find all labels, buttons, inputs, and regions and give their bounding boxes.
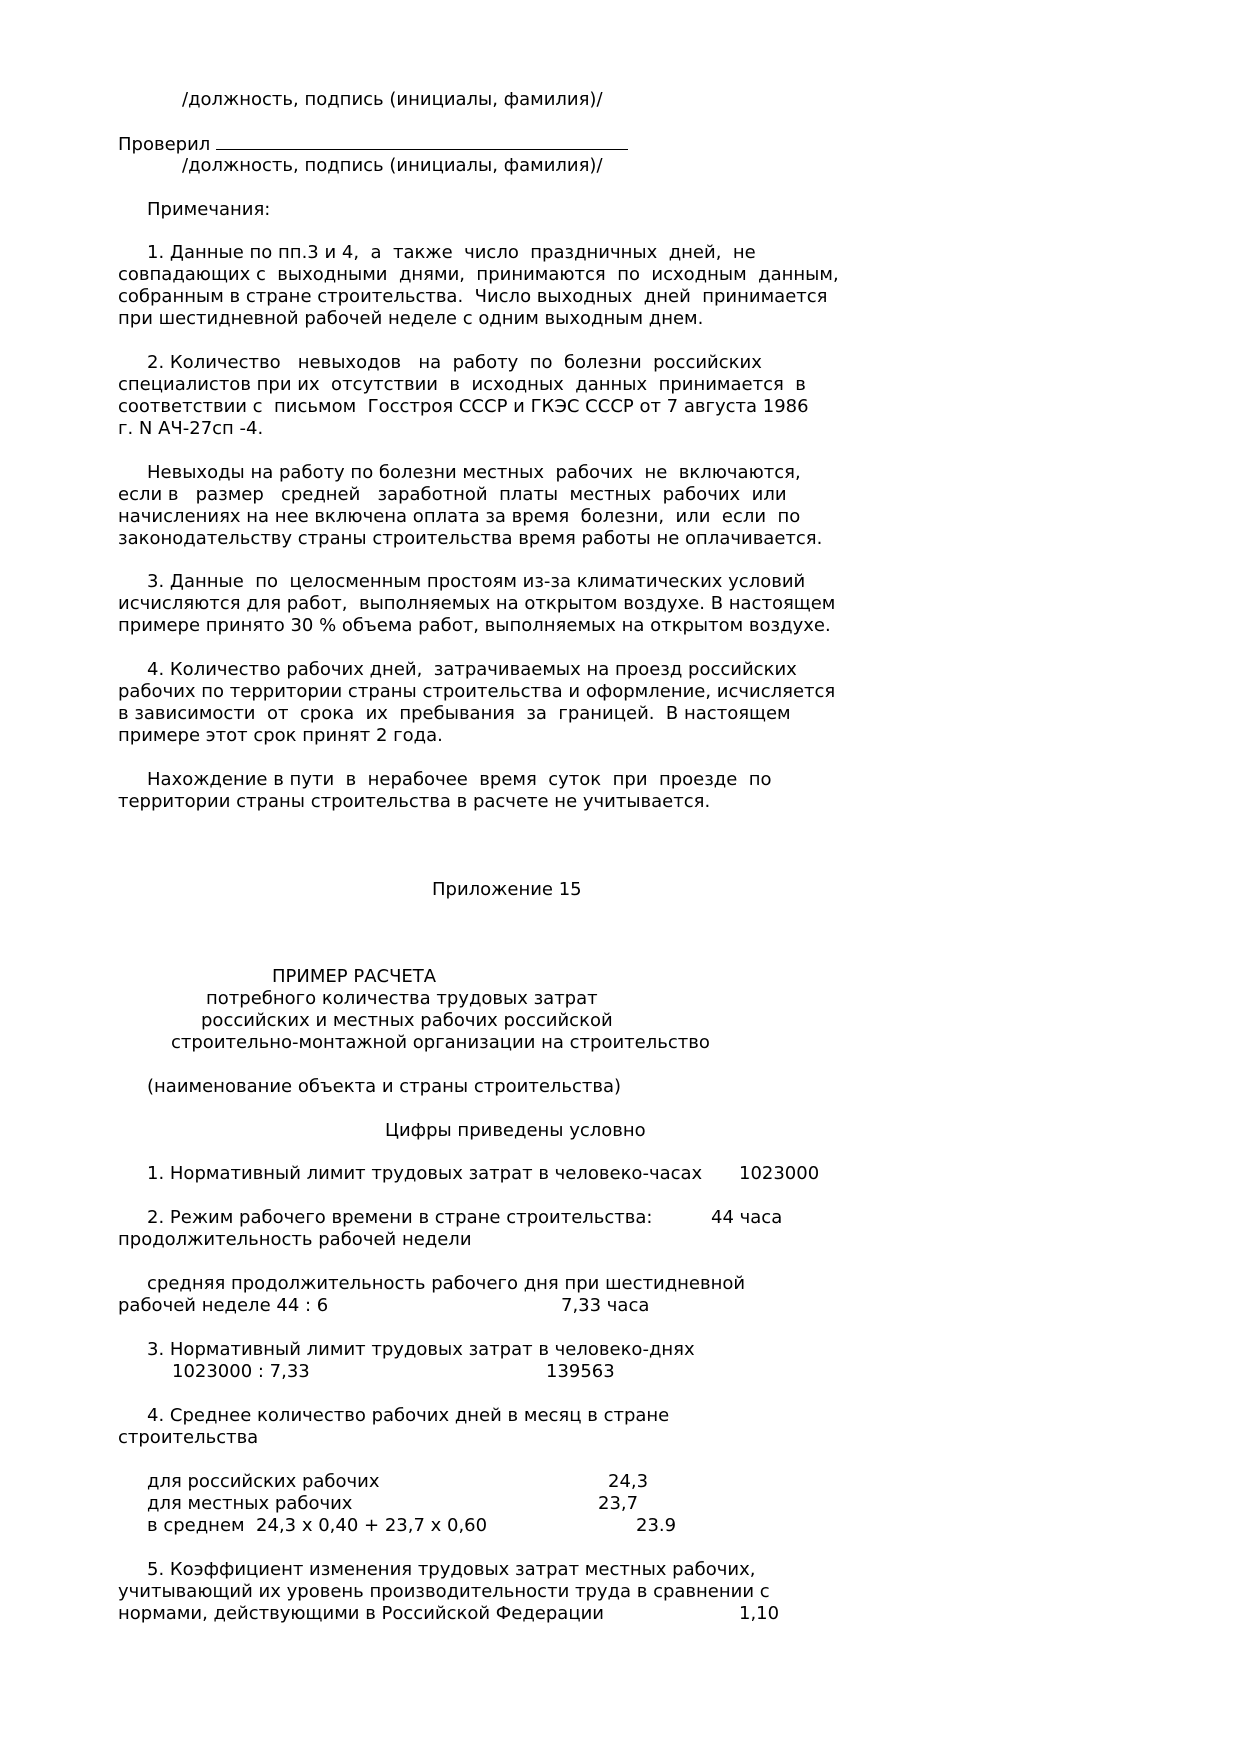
appendix-subtitle-line: строительно-монтажной организации на строительство xyxy=(171,1032,710,1053)
note-line: совпадающих с выходными днями, принимаются по исходным данным, xyxy=(118,264,839,285)
calc-item-3-value: 139563 xyxy=(546,1361,615,1382)
calc-item-5-line: нормами, действующими в Российской Федерации xyxy=(118,1603,604,1624)
appendix-label: Приложение 15 xyxy=(432,879,582,900)
note-line: 4. Количество рабочих дней, затрачиваемых на проезд российских xyxy=(147,659,797,680)
note-line: рабочих по территории страны строительства и оформление, исчисляется xyxy=(118,681,836,702)
note-line: Нахождение в пути в нерабочее время суток при проезде по xyxy=(147,769,772,790)
calc-item-4-row-label: для российских рабочих xyxy=(147,1471,380,1492)
calc-item-4-row-label: для местных рабочих xyxy=(147,1493,353,1514)
calc-item-5-line: 5. Коэффициент изменения трудовых затрат местных рабочих, xyxy=(147,1559,756,1580)
calc-item-2-value: 44 часа xyxy=(711,1207,783,1228)
note-line: собранным в стране строительства. Число выходных дней принимается xyxy=(118,286,828,307)
note-line: законодательству страны строительства время работы не оплачивается. xyxy=(118,528,823,549)
calc-item-5-value: 1,10 xyxy=(739,1603,780,1624)
note-line: примере этот срок принят 2 года. xyxy=(118,725,443,746)
calc-item-3-line1: 3. Нормативный лимит трудовых затрат в человеко-днях xyxy=(147,1339,695,1360)
calc-item-4-row-value: 24,3 xyxy=(608,1471,649,1492)
calc-item-2b-line1: средняя продолжительность рабочего дня при шестидневной xyxy=(147,1273,746,1294)
signature-caption-bottom: /должность, подпись (инициалы, фамилия)/ xyxy=(182,155,603,176)
note-line: исчисляются для работ, выполняемых на открытом воздухе. В настоящем xyxy=(118,593,836,614)
notes-heading: Примечания: xyxy=(147,199,271,220)
note-line: если в размер средней заработной платы местных рабочих или xyxy=(118,484,787,505)
appendix-subtitle-line: российских и местных рабочих российской xyxy=(201,1010,613,1031)
note-line: г. N АЧ-27сп -4. xyxy=(118,418,264,439)
calc-item-3-line2: 1023000 : 7,33 xyxy=(172,1361,310,1382)
note-line: 3. Данные по целосменным простоям из-за климатических условий xyxy=(147,571,806,592)
note-line: соответствии с письмом Госстроя СССР и ГКЭС СССР от 7 августа 1986 xyxy=(118,396,809,417)
calc-item-2-line1: 2. Режим рабочего времени в стране строительства: xyxy=(147,1207,653,1228)
object-caption: (наименование объекта и страны строительства) xyxy=(147,1076,622,1097)
calc-item-4-line2: строительства xyxy=(118,1427,259,1448)
note-line: специалистов при их отсутствии в исходных данных принимается в xyxy=(118,374,806,395)
appendix-subtitle-line: потребного количества трудовых затрат xyxy=(206,988,598,1009)
calc-item-2b-line2: рабочей неделе 44 : 6 xyxy=(118,1295,329,1316)
signature-rule xyxy=(216,133,628,150)
calc-item-5-line: учитывающий их уровень производительности труда в сравнении с xyxy=(118,1581,770,1602)
note-line: территории страны строительства в расчете не учитывается. xyxy=(118,791,711,812)
note-line: при шестидневной рабочей неделе с одним выходным днем. xyxy=(118,308,704,329)
note-line: 1. Данные по пп.3 и 4, а также число праздничных дней, не xyxy=(147,242,756,263)
appendix-title: ПРИМЕР РАСЧЕТА xyxy=(272,966,437,987)
checked-label: Проверил xyxy=(118,134,211,155)
conditional-note: Цифры приведены условно xyxy=(385,1120,646,1141)
signature-caption-top: /должность, подпись (инициалы, фамилия)/ xyxy=(182,89,603,110)
note-line: Невыходы на работу по болезни местных рабочих не включаются, xyxy=(147,462,801,483)
calc-item-4-row-label: в среднем 24,3 х 0,40 + 23,7 х 0,60 xyxy=(147,1515,488,1536)
calc-item-2-line2: продолжительность рабочей недели xyxy=(118,1229,472,1250)
calc-item-4-line1: 4. Среднее количество рабочих дней в месяц в стране xyxy=(147,1405,670,1426)
note-line: в зависимости от срока их пребывания за границей. В настоящем xyxy=(118,703,791,724)
calc-item-1-text: 1. Нормативный лимит трудовых затрат в человеко-часах xyxy=(147,1163,703,1184)
calc-item-1-value: 1023000 xyxy=(739,1163,820,1184)
checked-line xyxy=(118,133,628,155)
calc-item-4-row-value: 23.9 xyxy=(636,1515,677,1536)
calc-item-2b-value: 7,33 часа xyxy=(561,1295,650,1316)
note-line: начислениях на нее включена оплата за время болезни, или если по xyxy=(118,506,801,527)
calc-item-4-row-value: 23,7 xyxy=(598,1493,639,1514)
note-line: 2. Количество невыходов на работу по болезни российских xyxy=(147,352,762,373)
note-line: примере принято 30 % объема работ, выполняемых на открытом воздухе. xyxy=(118,615,831,636)
